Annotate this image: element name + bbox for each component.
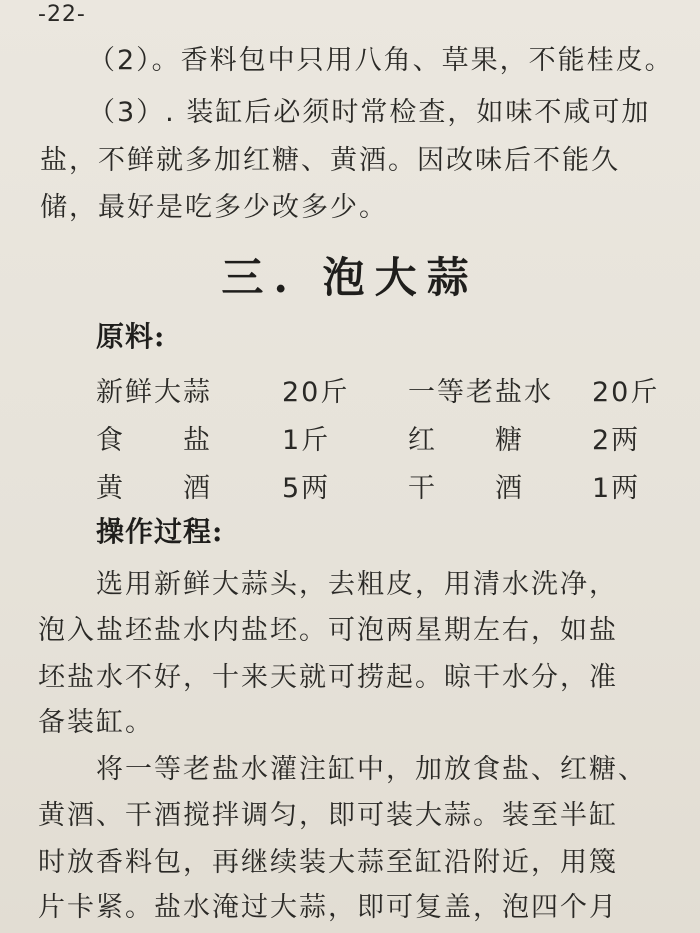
ingredient-name: 红 糖 xyxy=(408,425,524,456)
process-line: 坯盐水不好，十来天就可捞起。晾干水分，准 xyxy=(38,662,618,693)
ingredient-name: 新鲜大蒜 xyxy=(96,377,212,408)
page-number: -22- xyxy=(38,2,86,27)
ingredient-qty: 2两 xyxy=(592,425,641,456)
note-2: （2）。香料包中只用八角、草果，不能桂皮。 xyxy=(88,45,674,76)
process-line: 泡入盐坯盐水内盐坯。可泡两星期左右，如盐 xyxy=(38,615,618,646)
process-line: 将一等老盐水灌注缸中，加放食盐、红糖、 xyxy=(96,754,647,785)
ingredients-heading: 原料: xyxy=(96,320,166,353)
ingredient-name: 食 盐 xyxy=(96,425,212,456)
ingredient-name: 干 酒 xyxy=(408,473,524,504)
ingredient-qty: 1斤 xyxy=(282,425,331,456)
ingredient-qty: 1两 xyxy=(592,473,641,504)
ingredient-qty: 20斤 xyxy=(282,377,350,408)
ingredient-qty: 5两 xyxy=(282,473,331,504)
process-line: 备装缸。 xyxy=(38,707,154,738)
process-line: 选用新鲜大蒜头，去粗皮，用清水洗净， xyxy=(96,569,618,600)
note-3-line-1: （3）. 装缸后必须时常检查，如味不咸可加 xyxy=(88,97,651,128)
ingredient-name: 黄 酒 xyxy=(96,473,212,504)
process-line: 片卡紧。盐水淹过大蒜，即可复盖，泡四个月 xyxy=(38,892,618,923)
ingredient-qty: 20斤 xyxy=(592,377,660,408)
ingredient-name: 一等老盐水 xyxy=(408,377,553,408)
process-line: 黄酒、干酒搅拌调匀，即可装大蒜。装至半缸 xyxy=(38,800,618,831)
process-line: 时放香料包，再继续装大蒜至缸沿附近，用篾 xyxy=(38,847,618,878)
section-title: 三. 泡大蒜 xyxy=(221,253,479,302)
process-heading: 操作过程: xyxy=(96,515,224,548)
note-3-line-2: 盐，不鲜就多加红糖、黄酒。因改味后不能久 xyxy=(40,145,620,176)
note-3-line-3: 储，最好是吃多少改多少。 xyxy=(40,192,388,223)
